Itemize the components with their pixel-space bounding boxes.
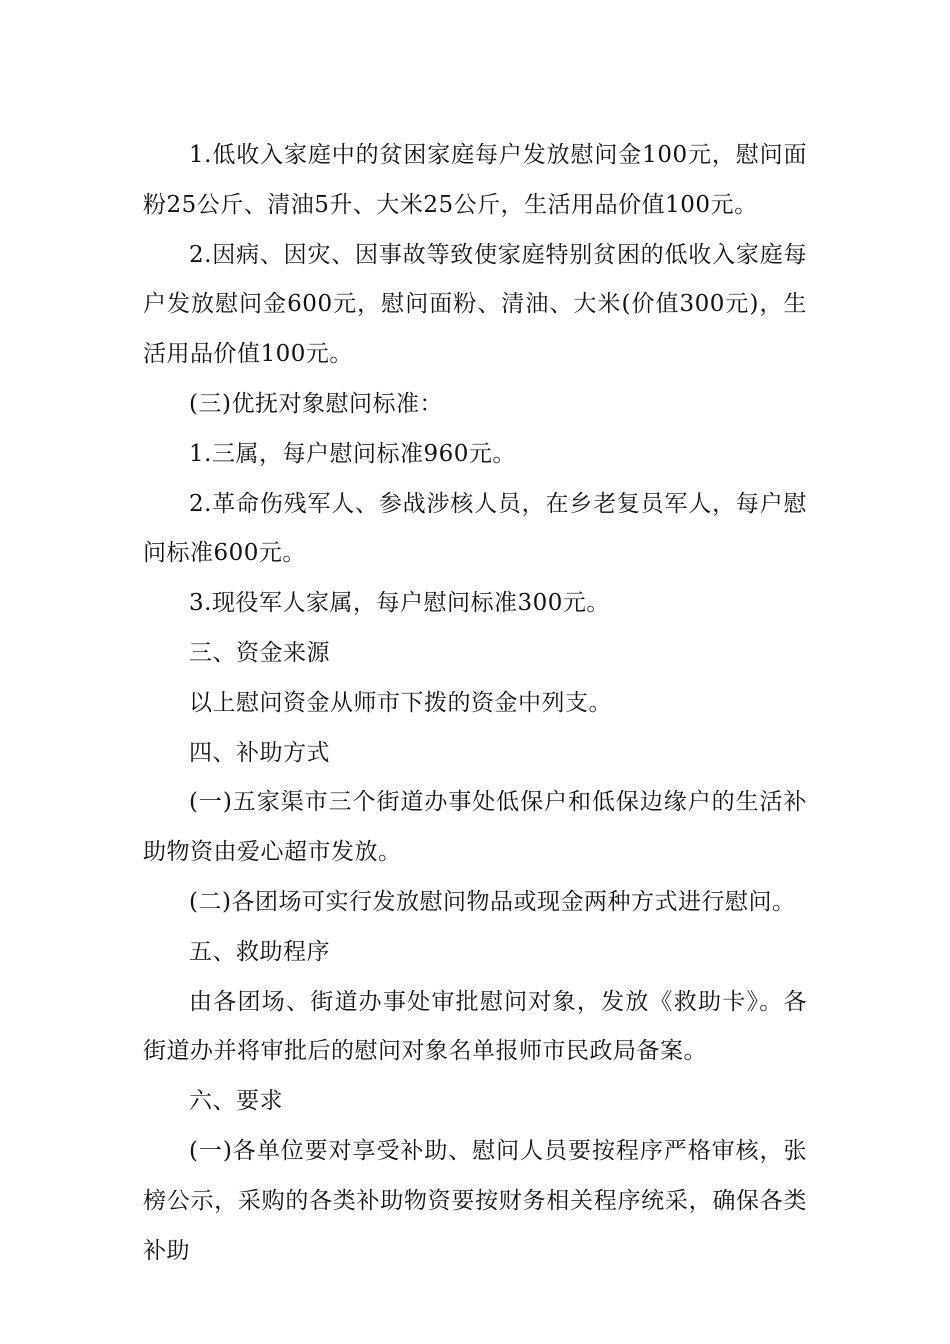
paragraph-funding-source: 以上慰问资金从师市下拨的资金中列支。 xyxy=(189,689,612,716)
paragraph-special-hardship-condolence: 2.因病、因灾、因事故等致使家庭特别贫困的低收入家庭每户发放慰问金600元，慰问面粉、清油、大米(价值300元)，生活用品价值100元。 xyxy=(143,241,807,368)
document-body xyxy=(143,131,807,1276)
paragraph-heading-preferential-care: (三)优抚对象慰问标准： xyxy=(189,390,443,417)
paragraph-poor-family-condolence: 1.低收入家庭中的贫困家庭每户发放慰问金100元，慰问面粉25公斤、清油5升、大米25公斤，生活用品价值100元。 xyxy=(143,142,807,218)
paragraph-subsidy-method-two: (二)各团场可实行发放慰问物品或现金两种方式进行慰问。 xyxy=(189,888,796,915)
section-heading-funding-source: 三、资金来源 xyxy=(189,639,330,666)
paragraph-three-categories: 1.三属，每户慰问标准960元。 xyxy=(189,440,516,467)
section-heading-relief-procedure: 五、救助程序 xyxy=(189,938,330,965)
paragraph-subsidy-method-one: (一)五家渠市三个街道办事处低保户和低保边缘户的生活补助物资由爱心超市发放。 xyxy=(143,789,807,866)
paragraph-relief-procedure: 由各团场、街道办事处审批慰问对象，发放《救助卡》。各街道办并将审批后的慰问对象名单报师市民政局备案。 xyxy=(143,988,807,1065)
section-heading-requirements: 六、要求 xyxy=(189,1088,283,1115)
paragraph-disabled-veterans: 2.革命伤残军人、参战涉核人员，在乡老复员军人，每户慰问标准600元。 xyxy=(143,490,807,567)
paragraph-active-military-families: 3.现役军人家属，每户慰问标准300元。 xyxy=(189,590,610,617)
paragraph-requirement-one: (一)各单位要对享受补助、慰问人员要按程序严格审核，张榜公示，采购的各类补助物资要按财务相关程序统采，确保各类补助 xyxy=(143,1137,807,1264)
section-heading-subsidy-method: 四、补助方式 xyxy=(189,739,330,766)
